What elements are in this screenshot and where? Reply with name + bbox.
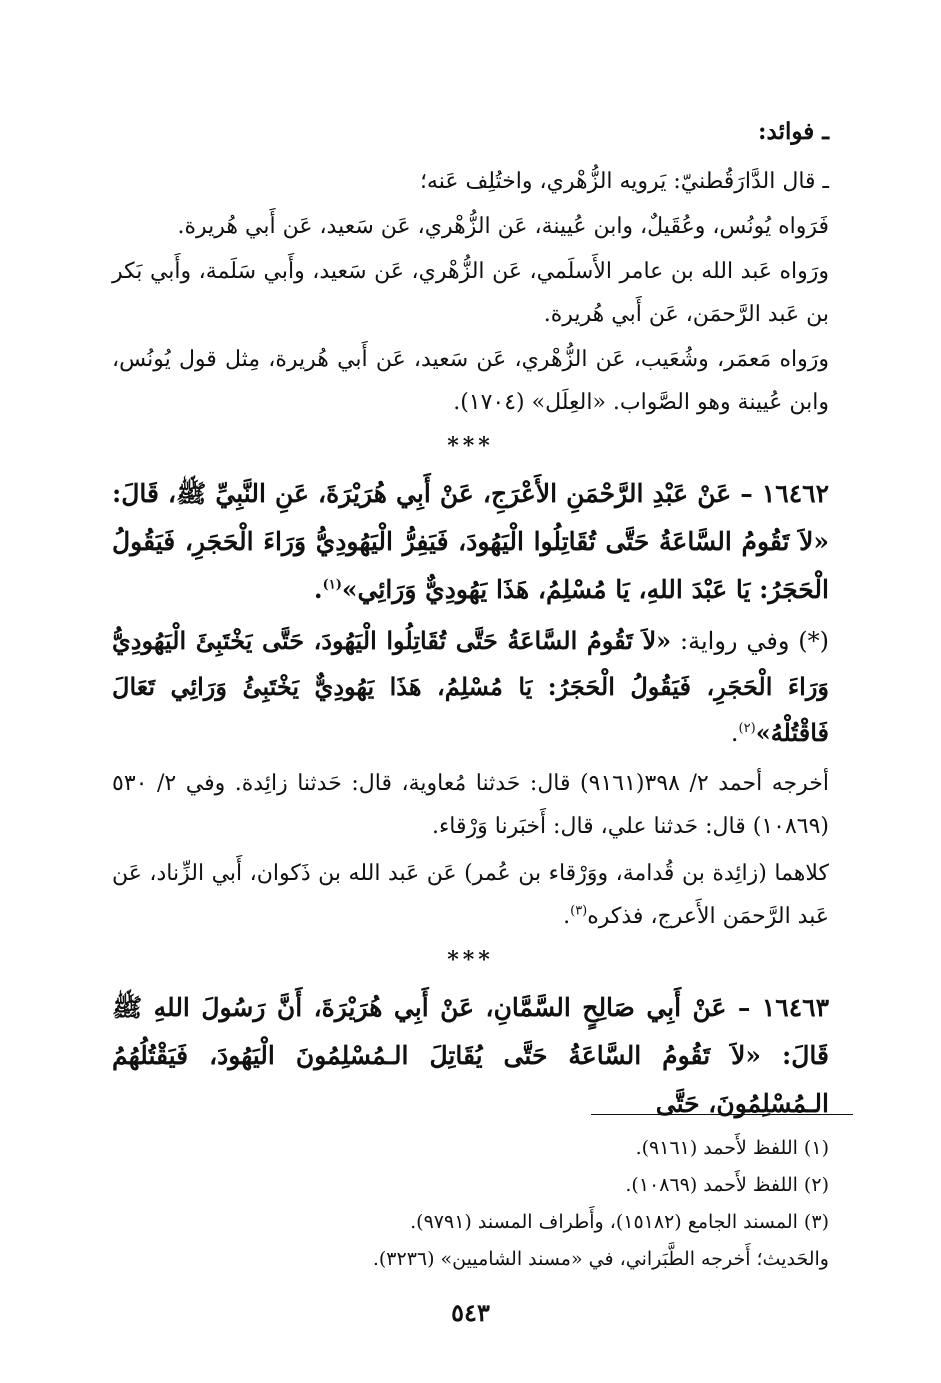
hadith-matn: «لاَ تَقُومُ السَّاعَةُ حَتَّى تُقَاتِلُوا الْيَهُودَ، فَيَفِرُّ الْيَهُودِيُّ وَرَاءَ الْحَجَرِ، فَيَقُولُ الْحَجَرُ: يَا عَبْدَ اللهِ، يَا مُسْلِمُ، هَذَا يَهُودِيٌّ وَرَائِي» <box>112 527 829 604</box>
footnotes <box>112 1130 829 1278</box>
hadith-16462: ١٦٤٦٢ – عَنْ عَبْدِ الرَّحْمَنِ الأَعْرَجِ، عَنْ أَبِي هُرَيْرَةَ، عَنِ النَّبِيِّ ﷺ، قَالَ: «لاَ تَقُومُ السَّاعَةُ حَتَّى تُقَاتِلُوا الْيَهُودَ، فَيَفِرُّ الْيَهُودِيُّ وَرَاءَ الْحَجَرِ، فَيَقُولُ الْحَجَرُ: يَا عَبْدَ اللهِ، يَا مُسْلِمُ، هَذَا يَهُودِيٌّ وَرَائِي»$^{(١)}$. <box>112 479 829 604</box>
footnote-3: (٣) المسند الجامع (١٥١٨٢)، وأَطراف المسند (٩٧٩١). <box>410 1211 829 1233</box>
footnote-ref: (١) <box>322 577 342 593</box>
riwaya-abdullah: ورَواه عَبد الله بن عامر الأَسلَمي، عَن الزُّهْري، عَن سَعيد، وأَبي سَلَمة، وأَبي بَكر بن عَبد الرَّحمَن، عَن أَبي هُريرة. <box>112 259 829 327</box>
section-separator: *** <box>447 947 494 973</box>
takhrij-both <box>112 852 829 938</box>
fawaid-heading: ـ فوائد: <box>758 118 829 145</box>
footnote-2: (٢) اللفظ لأَحمد (١٠٨٦٩). <box>625 1174 829 1196</box>
hadith-number: ١٦٤٦٢ <box>761 479 829 508</box>
riwaya-end: . <box>730 719 739 747</box>
footnote-1: (١) اللفظ لأَحمد (٩١٦١). <box>635 1137 829 1159</box>
daraqutni-quote: ـ قال الدَّارَقُطنيّ: يَرويه الزُّهْري، واختُلِف عَنه؛ <box>419 169 829 194</box>
page-number: ٥٤٣ <box>451 1298 490 1327</box>
footnote-divider <box>591 1114 853 1115</box>
hadith-16463 <box>112 984 829 1128</box>
takhrij-text: كلاهما (زائِدة بن قُدامة، ووَرْقاء بن عُمر) عَن عَبد الله بن ذَكوان، أَبي الزِّناد، عَن عَبد الرَّحمَن الأَعرج، فذكره <box>112 861 829 929</box>
footnote-ref: (٢) <box>738 721 756 736</box>
riwaya-label: (*) وفي رواية: <box>680 627 829 655</box>
hadith-number: ١٦٤٦٣ <box>761 993 829 1022</box>
hadith-isnad: – عَنْ أَبِي صَالِحٍ السَّمَّانِ، عَنْ أَبِي هُرَيْرَةَ، أَنَّ رَسُولَ اللهِ ﷺ قَالَ: <box>112 993 829 1070</box>
footnote-ref: (٣) <box>570 903 588 919</box>
footnote-3-continued: والحَديث؛ أَخرجه الطَّبَراني، في «مسند الشاميين» (٣٢٣٦). <box>372 1248 829 1270</box>
other-riwaya <box>112 618 829 756</box>
section-separator: *** <box>447 433 494 459</box>
hadith-matn: «لاَ تَقُومُ السَّاعَةُ حَتَّى يُقَاتِلَ الـمُسْلِمُونَ الْيَهُودَ، فَيَقْتُلُهُمُ الـمُسْلِمُونَ، حَتَّى <box>112 1041 829 1118</box>
riwaya-matn: «لاَ تَقُومُ السَّاعَةُ حَتَّى تُقَاتِلُوا الْيَهُودَ، حَتَّى يَخْتَبِئَ الْيَهُودِيُّ وَرَاءَ الْحَجَرِ، فَيَقُولُ الْحَجَرُ: يَا مُسْلِمُ، هَذَا يَهُودِيٌّ يَخْتَبِئُ وَرَائِي تَعَالَ فَاقْتُلْهُ» <box>112 626 829 747</box>
takhrij-ahmad: أخرجه أحمد ٢/ ٣٩٨(٩١٦١) قال: حَدثنا مُعاوية، قال: حَدثنا زائِدة. وفي ٢/ ٥٣٠ (١٠٨٦٩) قال: حَدثنا علي، قال: أَخبَرنا وَرْقاء. <box>112 771 830 839</box>
hadith-isnad: – عَنْ عَبْدِ الرَّحْمَنِ الأَعْرَجِ، عَنْ أَبِي هُرَيْرَةَ، عَنِ النَّبِيِّ ﷺ، قَالَ: <box>112 479 753 508</box>
riwaya-yunus: فَرَواه يُونُس، وعُقَيلٌ، وابن عُيينة، عَن الزُّهْري، عَن سَعيد، عَن أَبي هُريرة. <box>177 214 829 239</box>
takhrij-end: . <box>563 904 571 929</box>
riwaya-mamar: ورَواه مَعمَر، وشُعَيب، عَن الزُّهْري، عَن سَعيد، عَن أَبي هُريرة، مِثل قول يُونُس، وابن عُيينة وهو الصَّواب. «العِلَل» (١٧٠٤). <box>112 347 829 415</box>
